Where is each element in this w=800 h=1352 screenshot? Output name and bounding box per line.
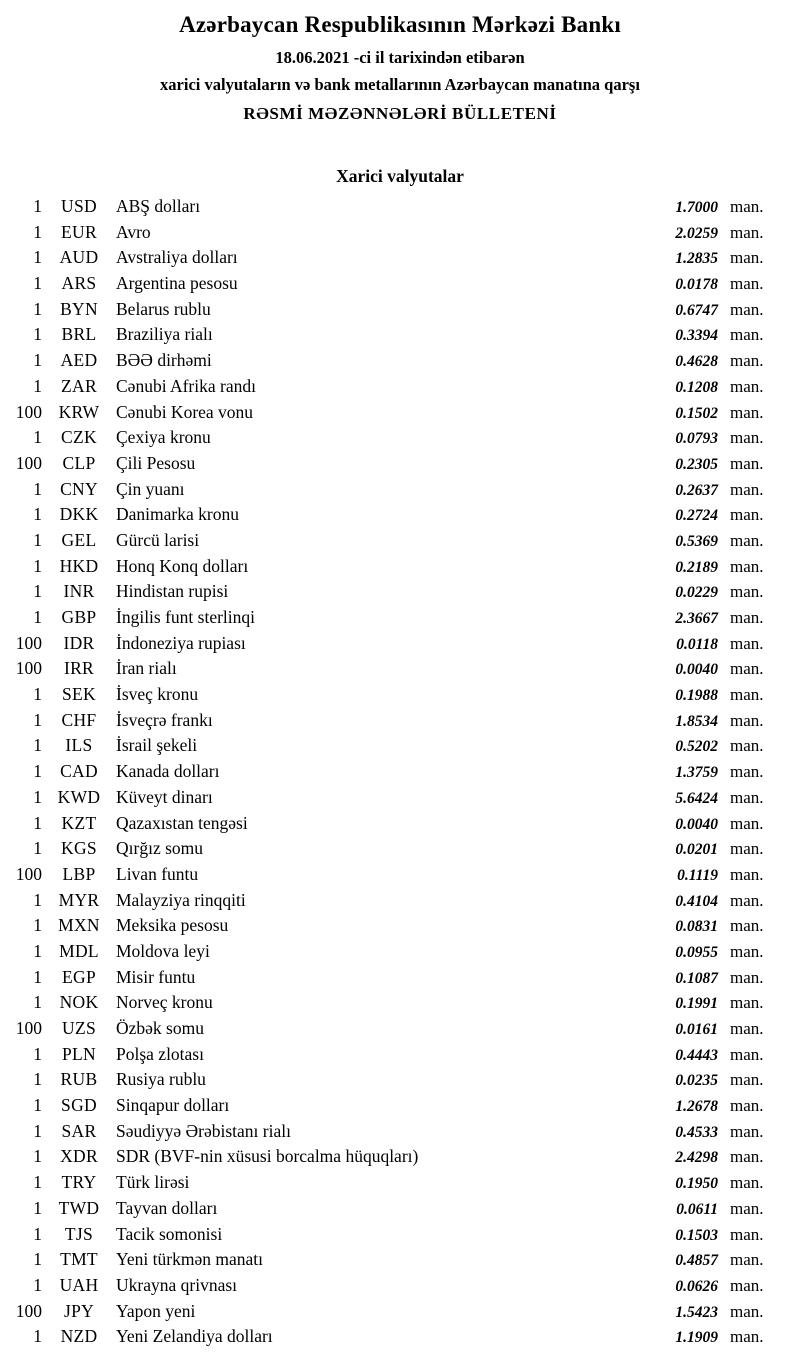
currency-code: ARS	[61, 273, 97, 294]
quantity: 100	[15, 632, 42, 653]
rate-value: 0.5202	[675, 738, 718, 756]
currency-name: Rusiya rublu	[116, 1069, 206, 1090]
rate-value: 0.0235	[675, 1072, 718, 1090]
rate-value: 0.4104	[675, 892, 718, 910]
currency-code: ILS	[65, 735, 93, 756]
rate-value: 0.4628	[675, 353, 718, 371]
rate-row	[0, 633, 800, 659]
rate-row	[0, 967, 800, 993]
rate-row	[0, 813, 800, 839]
unit-label: man.	[730, 479, 764, 499]
unit-label: man.	[730, 1044, 764, 1064]
rate-value: 2.3667	[675, 610, 718, 627]
rate-value: 1.2678	[675, 1098, 718, 1116]
rate-value: 0.5369	[675, 532, 718, 550]
currency-code: UZS	[62, 1018, 96, 1038]
currency-name: Danimarka kronu	[116, 504, 239, 525]
currency-code: CHF	[61, 709, 97, 730]
bulletin-title: RƏSMİ MƏZƏNNƏLƏRİ BÜLLETENİ	[243, 104, 557, 123]
quantity: 1	[33, 581, 42, 602]
quantity: 1	[33, 1249, 42, 1270]
rate-row	[0, 1326, 800, 1352]
currency-code: TRY	[61, 1172, 97, 1193]
unit-label: man.	[730, 710, 764, 730]
currency-name: Tacik somonisi	[116, 1223, 223, 1244]
unit-label: man.	[730, 274, 764, 294]
currency-code: AED	[60, 350, 98, 371]
currency-name: İngilis funt sterlinqi	[116, 607, 256, 627]
quantity: 1	[33, 838, 42, 859]
unit-label: man.	[730, 736, 764, 756]
unit-label: man.	[730, 608, 764, 627]
currency-code: SGD	[61, 1095, 97, 1116]
rate-value: 0.1502	[675, 404, 718, 422]
currency-code: EGP	[62, 966, 96, 987]
currency-name: Braziliya rialı	[116, 324, 213, 345]
rate-value: 1.8534	[675, 712, 718, 730]
currency-name: Norveç kronu	[116, 992, 213, 1013]
unit-label: man.	[730, 428, 764, 448]
rate-value: 0.0040	[675, 815, 718, 833]
bank-title: Azərbaycan Respublikasının Mərkəzi Bankı	[179, 12, 621, 37]
currency-code: TWD	[58, 1197, 100, 1218]
rate-row	[0, 684, 800, 710]
currency-name: Çexiya kronu	[116, 427, 211, 448]
currency-code: SEK	[62, 684, 96, 705]
currency-name: İndoneziya rupiası	[116, 632, 246, 653]
rate-value: 0.0040	[675, 661, 718, 679]
rate-row	[0, 1224, 800, 1250]
unit-label: man.	[730, 1301, 764, 1321]
rate-row	[0, 530, 800, 556]
unit-label: man.	[730, 1070, 764, 1090]
unit-label: man.	[730, 685, 764, 705]
rate-row	[0, 556, 800, 582]
quantity: 100	[15, 1018, 42, 1038]
currency-code: PLN	[62, 1043, 96, 1064]
rate-row	[0, 222, 800, 248]
unit-label: man.	[730, 633, 764, 653]
quantity: 1	[33, 375, 42, 396]
rate-value: 0.0201	[675, 841, 718, 859]
rate-row	[0, 1095, 800, 1121]
currency-code: DKK	[59, 504, 99, 525]
currency-name: İsveçrə frankı	[116, 709, 213, 730]
rate-row	[0, 247, 800, 273]
quantity: 1	[33, 1197, 42, 1218]
unit-label: man.	[730, 1224, 764, 1244]
currency-name: Avstraliya dolları	[116, 247, 238, 268]
currency-name: Küveyt dinarı	[116, 786, 213, 807]
rate-value: 0.0118	[676, 635, 718, 653]
unit-label: man.	[730, 505, 764, 525]
quantity: 1	[33, 350, 42, 371]
currency-name: BƏƏ dirhəmi	[116, 350, 212, 371]
currency-code: KRW	[58, 401, 100, 422]
rate-row	[0, 787, 800, 813]
rate-value: 1.3759	[675, 764, 718, 782]
unit-label: man.	[730, 890, 764, 910]
currency-name: Çin yuanı	[116, 478, 185, 499]
currency-name: Meksika pesosu	[116, 915, 229, 936]
currency-code: SAR	[61, 1120, 97, 1141]
quantity: 1	[33, 684, 42, 705]
rate-row	[0, 1146, 800, 1172]
unit-label: man.	[730, 325, 764, 345]
currency-code: IRR	[63, 658, 95, 679]
quantity: 1	[33, 940, 42, 961]
currency-name: Cənubi Korea vonu	[116, 401, 254, 422]
rate-row	[0, 581, 800, 607]
currency-code: XDR	[60, 1146, 98, 1167]
quantity: 1	[33, 889, 42, 910]
quantity: 1	[33, 1223, 42, 1244]
rate-value: 0.2724	[675, 507, 718, 525]
currency-name: Kanada dolları	[116, 761, 220, 782]
section-title-foreign-currencies: Xarici valyutalar	[336, 166, 464, 186]
quantity: 1	[33, 812, 42, 833]
unit-label: man.	[730, 222, 764, 242]
rate-row	[0, 1044, 800, 1070]
rate-row	[0, 890, 800, 916]
currency-code: NOK	[59, 992, 99, 1013]
quantity: 1	[33, 1043, 42, 1064]
rate-value: 2.4298	[675, 1149, 718, 1167]
unit-label: man.	[730, 813, 764, 833]
rate-value: 0.2305	[675, 455, 718, 473]
rates-table	[0, 196, 800, 1352]
currency-code: MYR	[58, 889, 100, 910]
rate-row	[0, 273, 800, 299]
unit-label: man.	[730, 1250, 764, 1270]
effective-date-line: 18.06.2021 -ci il tarixindən etibarən	[275, 48, 525, 67]
currency-name: Honq Konq dolları	[116, 555, 249, 576]
unit-label: man.	[730, 941, 764, 961]
currency-code: KWD	[57, 786, 101, 807]
rate-value: 2.0259	[675, 224, 718, 242]
currency-name: Belarus rublu	[116, 298, 211, 319]
unit-label: man.	[730, 1198, 764, 1218]
unit-label: man.	[730, 916, 764, 936]
unit-label: man.	[730, 248, 764, 268]
quantity: 1	[33, 1069, 42, 1090]
currency-code: KGS	[61, 838, 97, 859]
currency-name: Yeni türkmən manatı	[116, 1249, 263, 1270]
rate-value: 0.4857	[675, 1252, 718, 1270]
rate-row	[0, 453, 800, 479]
rate-row	[0, 607, 800, 633]
quantity: 1	[33, 1120, 42, 1141]
rate-row	[0, 735, 800, 761]
unit-label: man.	[730, 1275, 764, 1295]
currency-name: Türk lirəsi	[116, 1172, 190, 1193]
rate-row	[0, 1121, 800, 1147]
currency-code: NZD	[60, 1326, 98, 1347]
quantity: 100	[15, 401, 42, 422]
currency-code: INR	[63, 581, 95, 602]
unit-label: man.	[730, 1096, 764, 1116]
unit-label: man.	[730, 993, 764, 1013]
quantity: 1	[33, 966, 42, 987]
currency-code: GEL	[61, 529, 97, 550]
rate-value: 0.1988	[675, 687, 718, 705]
rate-value: 0.0955	[675, 943, 718, 961]
currency-name: Ukrayna qrivnası	[116, 1274, 238, 1295]
currency-code: GBP	[61, 607, 97, 627]
rate-value: 0.2637	[675, 481, 718, 499]
currency-name: Misir funtu	[116, 966, 196, 987]
rate-row	[0, 1249, 800, 1275]
currency-code: USD	[61, 196, 97, 216]
quantity: 1	[33, 1326, 42, 1347]
quantity: 1	[33, 427, 42, 448]
rate-row	[0, 402, 800, 428]
currency-code: TJS	[64, 1223, 94, 1244]
unit-label: man.	[730, 582, 764, 602]
rate-row	[0, 299, 800, 325]
currency-code: ZAR	[61, 375, 97, 396]
quantity: 1	[33, 298, 42, 319]
currency-name: Malayziya rinqqiti	[116, 889, 246, 910]
currency-name: ABŞ dolları	[116, 196, 201, 216]
rate-value: 0.0793	[675, 430, 718, 448]
rate-value: 0.0161	[675, 1021, 718, 1038]
rate-row	[0, 376, 800, 402]
quantity: 1	[33, 529, 42, 550]
quantity: 100	[15, 658, 42, 679]
rate-value: 0.1503	[675, 1226, 718, 1244]
currency-code: JPY	[63, 1300, 95, 1321]
quantity: 1	[33, 761, 42, 782]
rate-row	[0, 324, 800, 350]
currency-name: Hindistan rupisi	[116, 581, 229, 602]
rate-row	[0, 1275, 800, 1301]
rate-row	[0, 941, 800, 967]
currency-code: IDR	[63, 632, 95, 653]
currency-name: Özbək somu	[116, 1018, 204, 1038]
quantity: 1	[33, 504, 42, 525]
unit-label: man.	[730, 762, 764, 782]
unit-label: man.	[730, 351, 764, 371]
unit-label: man.	[730, 453, 764, 473]
rate-row	[0, 761, 800, 787]
currency-code: KZT	[61, 812, 97, 833]
currency-name: Livan funtu	[116, 863, 199, 884]
rate-row	[0, 1198, 800, 1224]
unit-label: man.	[730, 659, 764, 679]
currency-name: Səudiyyə Ərəbistanı rialı	[116, 1120, 291, 1141]
quantity: 100	[15, 863, 42, 884]
quantity: 1	[33, 1146, 42, 1167]
currency-name: Sinqapur dolları	[116, 1095, 230, 1116]
rate-row	[0, 479, 800, 505]
currency-name: Qırğız somu	[116, 838, 204, 859]
rate-row	[0, 1172, 800, 1198]
unit-label: man.	[730, 1019, 764, 1038]
quantity: 1	[33, 735, 42, 756]
quantity: 1	[33, 709, 42, 730]
currency-name: İsveç kronu	[116, 684, 199, 705]
currency-code: RUB	[60, 1069, 98, 1090]
currency-name: Polşa zlotası	[116, 1043, 204, 1064]
quantity: 1	[33, 247, 42, 268]
rate-value: 1.1909	[675, 1329, 718, 1347]
currency-name: Tayvan dolları	[116, 1197, 218, 1218]
unit-label: man.	[730, 1147, 764, 1167]
rate-value: 1.7000	[675, 199, 718, 216]
currency-name: Qazaxıstan tengəsi	[116, 812, 248, 833]
rate-row	[0, 915, 800, 941]
unit-label: man.	[730, 787, 764, 807]
rate-row	[0, 504, 800, 530]
unit-label: man.	[730, 299, 764, 319]
rate-value: 0.0626	[675, 1277, 718, 1295]
currency-code: AUD	[59, 247, 99, 268]
currency-code: BRL	[61, 324, 97, 345]
quantity: 1	[33, 555, 42, 576]
currency-name: Moldova leyi	[116, 940, 210, 961]
quantity: 1	[33, 992, 42, 1013]
rate-row	[0, 427, 800, 453]
currency-code: EUR	[61, 221, 97, 242]
quantity: 1	[33, 273, 42, 294]
quantity: 1	[33, 1095, 42, 1116]
rate-row	[0, 658, 800, 684]
rate-value: 0.0611	[676, 1200, 718, 1218]
rate-row	[0, 992, 800, 1018]
rate-value: 0.1991	[675, 995, 718, 1013]
rate-value: 0.4533	[675, 1123, 718, 1141]
currency-name: Argentina pesosu	[116, 273, 238, 294]
currency-name: İran rialı	[116, 658, 177, 679]
rate-value: 0.2189	[675, 558, 718, 576]
currency-code: TMT	[60, 1249, 98, 1270]
rate-value: 0.1087	[675, 969, 718, 987]
currency-name: Çili Pesosu	[116, 452, 196, 473]
currency-name: SDR (BVF-nin xüsusi borcalma hüquqları)	[116, 1146, 419, 1167]
currency-name: Cənubi Afrika randı	[116, 375, 256, 396]
unit-label: man.	[730, 402, 764, 422]
currency-name: Gürcü larisi	[116, 529, 200, 550]
quantity: 1	[33, 786, 42, 807]
currency-code: HKD	[59, 555, 99, 576]
rate-value: 0.0178	[675, 276, 718, 294]
bulletin-subtitle: xarici valyutaların və bank metallarının Azərbaycan manatına qarşı	[160, 75, 640, 94]
unit-label: man.	[730, 556, 764, 576]
currency-name: İsrail şekeli	[116, 735, 198, 756]
rate-value: 0.1950	[675, 1175, 718, 1193]
currency-code: CAD	[60, 761, 98, 782]
rate-row	[0, 710, 800, 736]
quantity: 1	[33, 324, 42, 345]
rate-value: 5.6424	[675, 789, 718, 807]
rate-value: 0.3394	[675, 327, 718, 345]
unit-label: man.	[730, 376, 764, 396]
currency-code: CZK	[61, 427, 97, 448]
unit-label: man.	[730, 1173, 764, 1193]
unit-label: man.	[730, 530, 764, 550]
currency-code: UAH	[59, 1274, 99, 1295]
unit-label: man.	[730, 864, 764, 884]
rate-value: 0.1119	[677, 866, 718, 884]
rate-row	[0, 1301, 800, 1327]
rate-value: 0.1208	[675, 378, 718, 396]
rate-row	[0, 350, 800, 376]
currency-name: Yapon yeni	[116, 1300, 196, 1321]
rate-row	[0, 864, 800, 890]
rate-row	[0, 838, 800, 864]
currency-name: Yeni Zelandiya dolları	[116, 1326, 273, 1347]
rate-value: 1.2835	[675, 250, 718, 268]
quantity: 1	[33, 196, 42, 216]
currency-code: BYN	[60, 298, 98, 319]
unit-label: man.	[730, 1327, 764, 1347]
rate-row	[0, 1018, 800, 1044]
quantity: 1	[33, 478, 42, 499]
rate-row	[0, 1069, 800, 1095]
rate-value: 0.0831	[675, 918, 718, 936]
unit-label: man.	[730, 197, 764, 216]
unit-label: man.	[730, 967, 764, 987]
currency-name: Avro	[116, 221, 151, 242]
currency-code: CLP	[62, 452, 96, 473]
rate-value: 0.4443	[675, 1046, 718, 1064]
rate-value: 1.5423	[675, 1303, 718, 1321]
rate-value: 0.0229	[675, 584, 718, 602]
rate-row	[0, 196, 800, 222]
currency-code: LBP	[62, 863, 96, 884]
currency-code: MDL	[59, 940, 99, 961]
rate-value: 0.6747	[675, 301, 718, 319]
quantity: 100	[15, 1300, 42, 1321]
currency-code: CNY	[60, 478, 98, 499]
quantity: 1	[33, 1274, 42, 1295]
quantity: 1	[33, 1172, 42, 1193]
currency-code: MXN	[58, 915, 100, 936]
quantity: 1	[33, 221, 42, 242]
unit-label: man.	[730, 839, 764, 859]
quantity: 1	[33, 607, 42, 627]
quantity: 1	[33, 915, 42, 936]
unit-label: man.	[730, 1121, 764, 1141]
quantity: 100	[15, 452, 42, 473]
